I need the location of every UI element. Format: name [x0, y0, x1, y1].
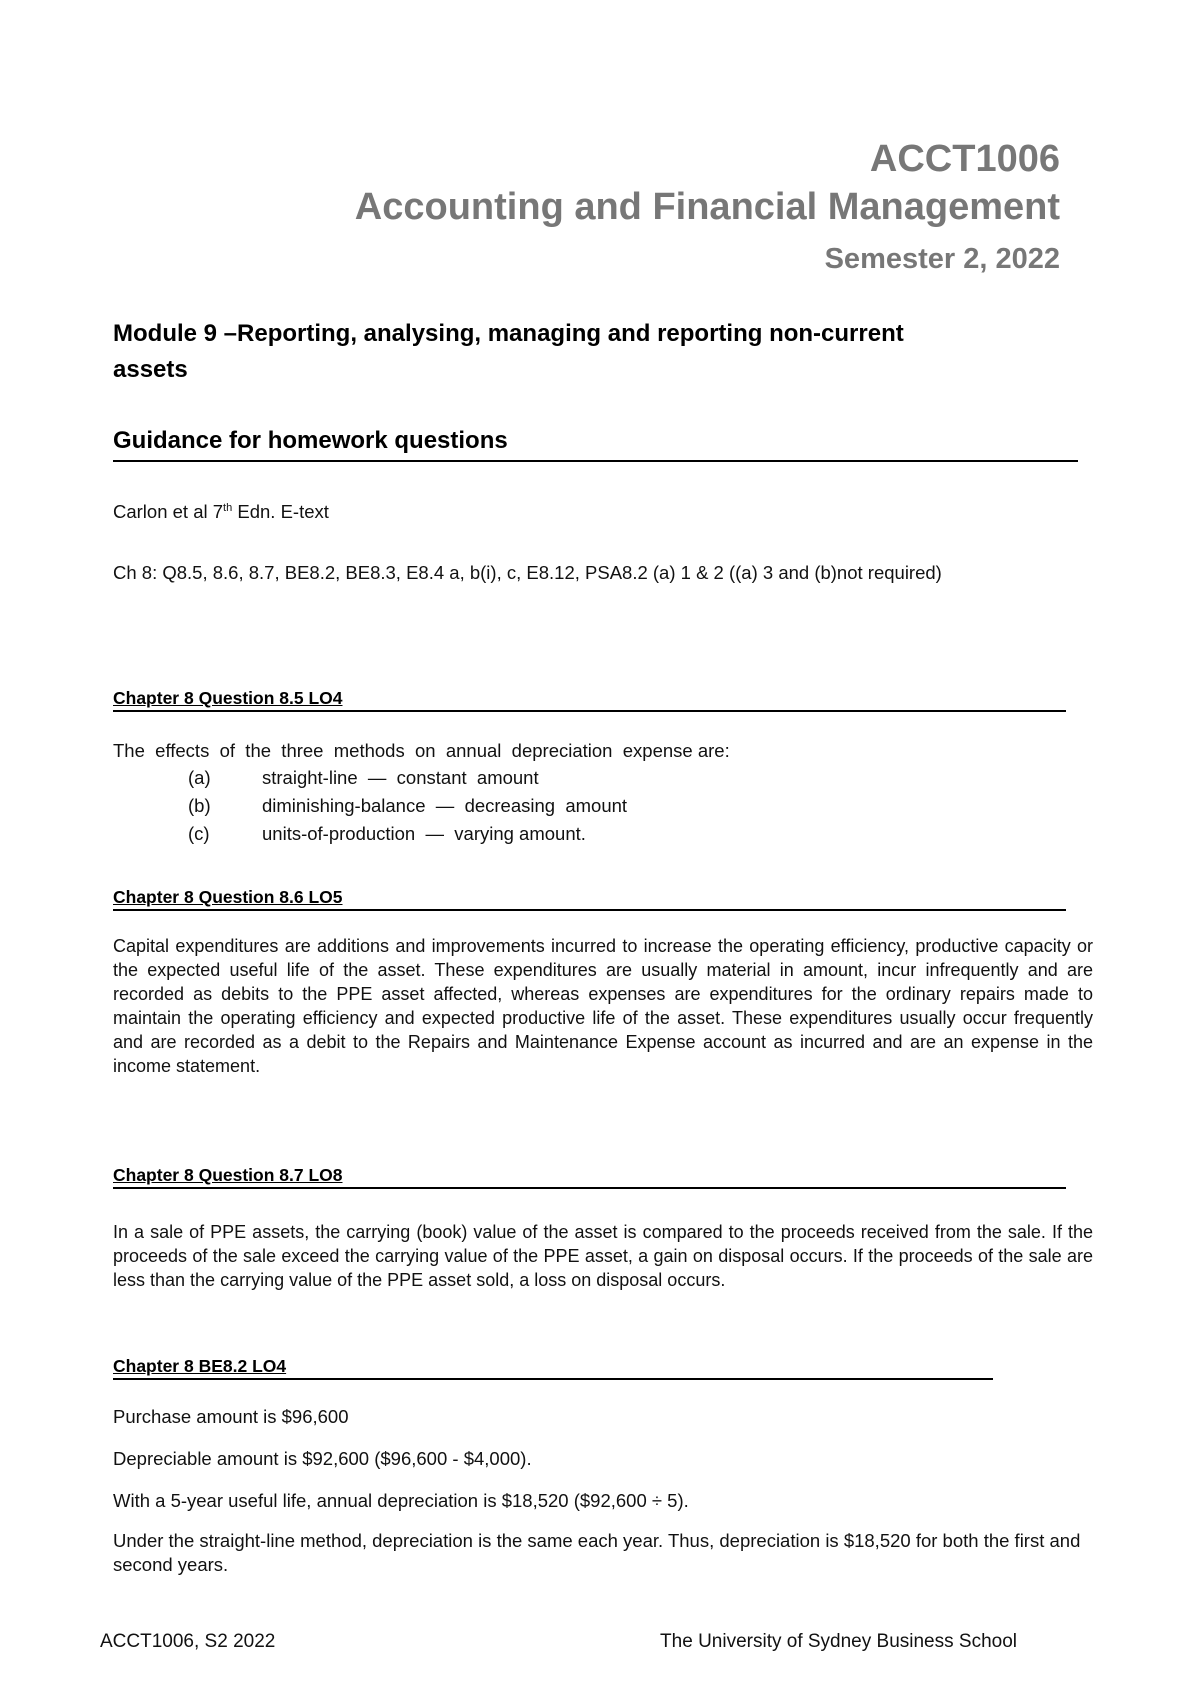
textbook-reference [113, 496, 329, 524]
footer-left: ACCT1006, S2 2022 [100, 1631, 276, 1652]
list-item-label: (b) [188, 795, 211, 816]
section-heading-q86: Chapter 8 Question 8.6 LO5 [113, 887, 1066, 911]
textbook-suffix: Edn. E-text [232, 501, 329, 523]
list-item-text: straight-line — constant amount [262, 767, 539, 788]
q85-intro: The effects of the three methods on annual depreciation expense are: [113, 740, 730, 761]
q86-body: Capital expenditures are additions and improvements incurred to increase the operating efficiency, productive capacity or the expected useful life of the asset. These expenditures are usually material in amount, incur infrequently and are recorded as debits to the PPE asset affected, whereas expenses are expenditures for the ordinary repairs made to maintain the operating efficiency and expected productive life of the asset. These expenditures usually occur frequently and are recorded as a debit to the Repairs and Maintenance Expense account as incurred and are an expense in the income statement. [113, 936, 1093, 1076]
list-item-text: diminishing-balance — decreasing amount [262, 795, 628, 816]
be82-line: With a 5-year useful life, annual depreciation is $18,520 ($92,600 ÷ 5). [113, 1490, 689, 1511]
q87-body: In a sale of PPE assets, the carrying (book) value of the asset is compared to the proceeds received from the sale. If the proceeds of the sale exceed the carrying value of the PPE asset, a gain on disposal occurs. If the proceeds of the sale are less than the carrying value of the PPE asset sold, a loss on disposal occurs. [113, 1222, 1093, 1290]
be82-line: Purchase amount is $96,600 [113, 1406, 349, 1427]
module-title: Module 9 –Reporting, analysing, managing and reporting non-current assets [113, 320, 904, 383]
be82-line: Depreciable amount is $92,600 ($96,600 - $4,000). [113, 1448, 532, 1469]
course-title: Accounting and Financial Management [354, 186, 1060, 228]
list-item-label: (c) [188, 823, 210, 844]
q85-list [188, 766, 888, 846]
footer-right: The University of Sydney Business School [660, 1631, 1017, 1652]
semester-label: Semester 2, 2022 [824, 243, 1060, 275]
chapter-questions: Ch 8: Q8.5, 8.6, 8.7, BE8.2, BE8.3, E8.4 a, b(i), c, E8.12, PSA8.2 (a) 1 & 2 ((a) 3 and (b)not required) [113, 562, 942, 583]
section-heading-q87: Chapter 8 Question 8.7 LO8 [113, 1165, 1066, 1189]
textbook-prefix: Carlon et al 7 [113, 501, 224, 523]
section-heading-q85: Chapter 8 Question 8.5 LO4 [113, 688, 1066, 712]
textbook-superscript: th [223, 502, 233, 514]
course-code: ACCT1006 [869, 138, 1060, 180]
section-heading-be82: Chapter 8 BE8.2 LO4 [113, 1356, 993, 1380]
list-item-text: units-of-production — varying amount. [262, 823, 586, 844]
list-item-label: (a) [188, 767, 211, 788]
be82-line: Under the straight-line method, depreciation is the same each year. Thus, depreciation is $18,520 for both the first and second years. [113, 1530, 1081, 1575]
guidance-heading: Guidance for homework questions [113, 427, 1078, 462]
